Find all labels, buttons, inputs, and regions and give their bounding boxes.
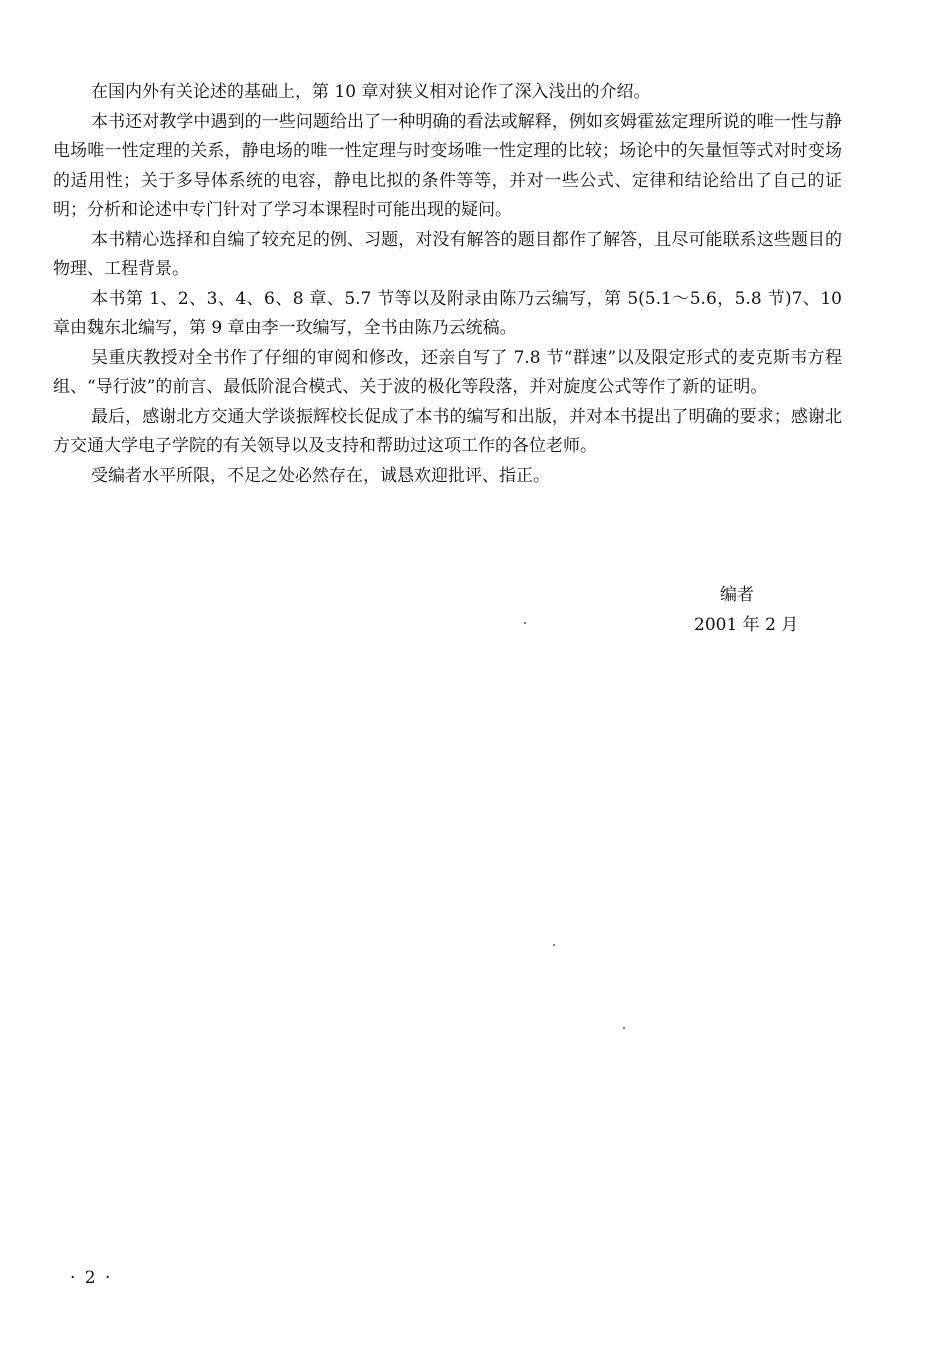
scan-speck [553,944,555,946]
paragraph-acknowledgements: 最后，感谢北方交通大学谈振辉校长促成了本书的编写和出版，并对本书提出了明确的要求；感谢北方交通大学电子学院的有关领导以及支持和帮助过这项工作的各位老师。 [53,406,842,456]
paragraph-authorship: 本书第 1、2、3、4、6、8 章、5.7 节等以及附录由陈乃云编写，第 5(5.1～5.6，5.8 节)7、10 章由魏东北编写，第 9 章由李一玫编写，全书由陈乃云统稿。 [53,288,842,338]
preface-body [53,78,842,491]
scan-speck [623,1027,625,1029]
paragraph-closing: 受编者水平所限，不足之处必然存在，诚恳欢迎批评、指正。 [91,465,550,486]
preface-date: 2001 年 2 月 [694,615,799,635]
page-number: · 2 · [70,1268,113,1288]
signature-block [690,580,820,640]
paragraph-review: 吴重庆教授对全书作了仔细的审阅和修改，还亲自写了 7.8 节“群速”以及限定形式的麦克斯韦方程组、“导行波”的前言、最低阶混合模式、关于波的极化等段落，并对旋度公式等作了新的证明。 [53,347,842,397]
paragraph-teaching-issues: 本书还对教学中遇到的一些问题给出了一种明确的看法或解释，例如亥姆霍兹定理所说的唯一性与静电场唯一性定理的关系，静电场的唯一性定理与时变场唯一性定理的比较；场论中的矢量恒等式对时变场的适用性；关于多导体系统的电容，静电比拟的条件等等，并对一些公式、定律和结论给出了自己的证明；分析和论述中专门针对了学习本课程时可能出现的疑问。 [53,111,842,220]
paragraph-1-continuation: 在国内外有关论述的基础上，第 10 章对狭义相对论作了深入浅出的介绍。 [91,82,651,102]
scan-speck [524,622,526,624]
author-signature: 编者 [720,585,754,605]
paragraph-exercises: 本书精心选择和自编了较充足的例、习题，对没有解答的题目都作了解答，且尽可能联系这些题目的物理、工程背景。 [53,229,842,279]
